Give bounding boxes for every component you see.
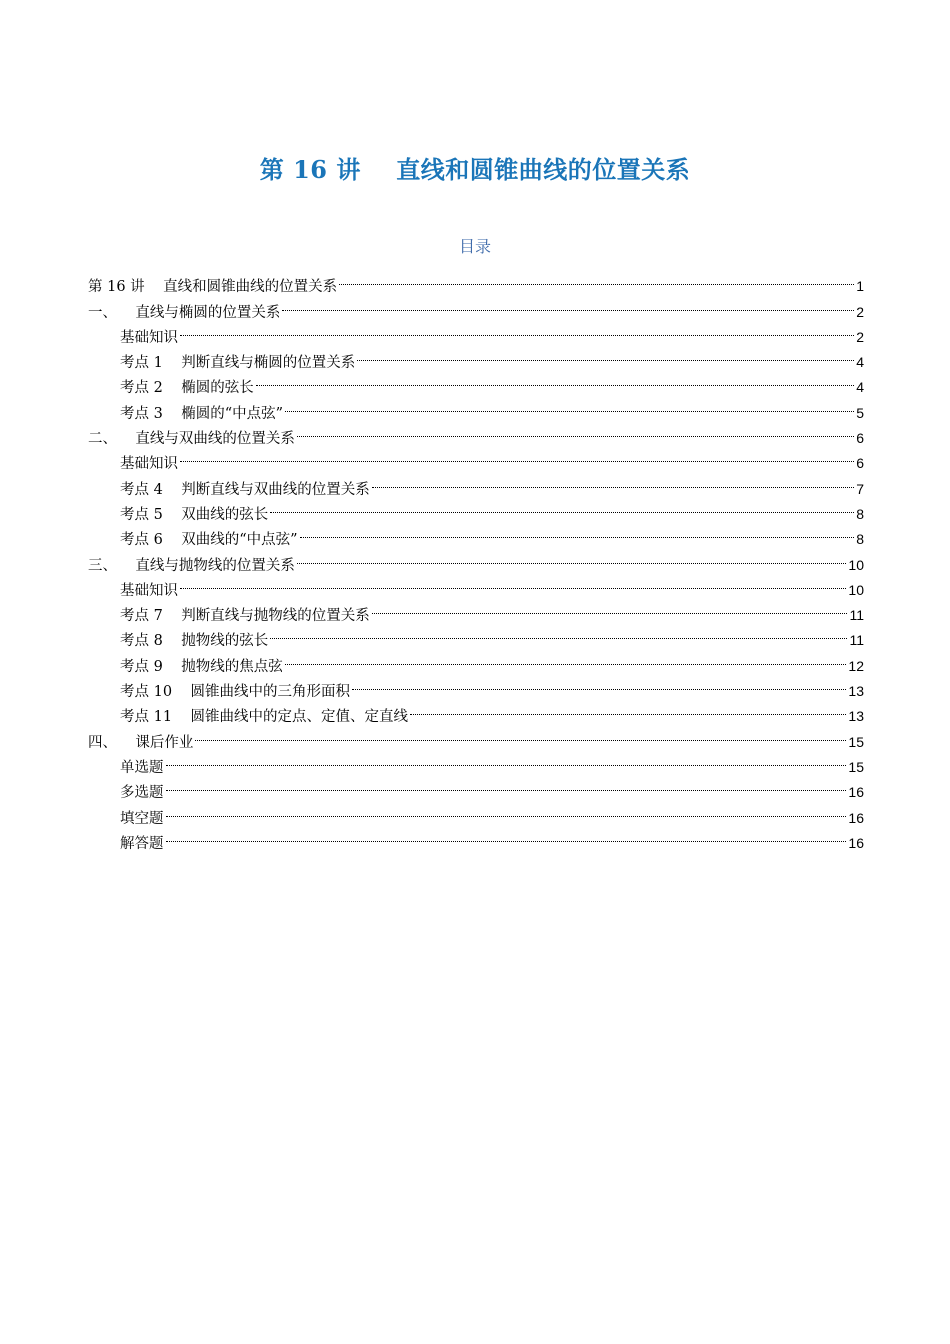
toc-page-number: 10: [848, 581, 864, 598]
toc-dot-leader: [352, 671, 846, 696]
toc-page-number: 15: [848, 758, 864, 775]
toc-dot-leader: [180, 570, 846, 595]
toc-dot-leader: [372, 468, 854, 493]
toc-entry-text: 考点 6 双曲线的“中点弦”: [120, 532, 298, 549]
toc-dot-leader: [372, 595, 848, 620]
toc-dot-leader: [297, 418, 854, 443]
toc-dot-leader: [166, 772, 847, 797]
toc-page-number: 4: [856, 354, 864, 371]
toc-entry-text: 考点 11 圆锥曲线中的定点、定值、定直线: [120, 709, 408, 726]
toc-dot-leader: [410, 696, 846, 721]
toc-dot-leader: [166, 747, 847, 772]
toc-page-number: 12: [848, 657, 864, 674]
toc-entry-text: 解答题: [120, 835, 164, 852]
toc-entry-text: 考点 9 抛物线的焦点弦: [120, 658, 283, 675]
toc-entry-topic-4[interactable]: [88, 468, 864, 498]
toc-dot-leader: [166, 797, 847, 822]
toc-dot-leader: [180, 443, 854, 468]
toc-entry-text: 单选题: [120, 759, 164, 776]
toc-entry-text: 考点 10 圆锥曲线中的三角形面积: [120, 684, 350, 701]
toc-entry-text: 考点 3 椭圆的“中点弦”: [120, 405, 284, 422]
toc-entry-text: 第 16 讲 直线和圆锥曲线的位置关系: [88, 279, 338, 296]
toc-page-number: 2: [856, 328, 864, 345]
toc-page-number: 15: [848, 733, 864, 750]
toc-dot-leader: [300, 519, 855, 544]
toc-page-number: 13: [848, 683, 864, 700]
toc-entry-fill-blank[interactable]: [88, 797, 864, 827]
toc-entry-basics[interactable]: [88, 443, 864, 473]
toc-entry-text: 基础知识: [120, 582, 178, 599]
toc-entry-multiple-choice[interactable]: [88, 772, 864, 802]
toc-entry-text: 基础知识: [120, 329, 178, 346]
toc-dot-leader: [357, 342, 854, 367]
toc-page-number: 1: [856, 278, 864, 295]
toc-page-number: 11: [849, 607, 864, 624]
toc-entry-basics[interactable]: [88, 570, 864, 599]
toc-dot-leader: [256, 367, 854, 392]
toc-page-number: 5: [856, 404, 864, 421]
toc-page-number: 2: [856, 303, 864, 320]
document-title: 第 16 讲 直线和圆锥曲线的位置关系: [259, 155, 691, 184]
toc-entry-topic-1[interactable]: [88, 342, 864, 372]
toc-entry-problem-solving[interactable]: [88, 823, 864, 852]
toc-entry-lecture[interactable]: [88, 266, 864, 296]
toc-page-number: 8: [856, 531, 864, 548]
toc-page-number: 10: [848, 556, 864, 573]
toc-entry-text: 填空题: [120, 810, 164, 827]
toc-page-number: 16: [848, 784, 864, 801]
toc-dot-leader: [339, 266, 854, 291]
toc-entry-text: 考点 5 双曲线的弦长: [120, 506, 269, 523]
toc-dot-leader: [285, 645, 847, 670]
table-of-contents: [88, 266, 864, 852]
toc-entry-text: 考点 1 判断直线与椭圆的位置关系: [120, 355, 356, 372]
toc-page-number: 13: [848, 708, 864, 725]
toc-page-number: 16: [848, 809, 864, 826]
toc-page-number: 4: [856, 379, 864, 396]
toc-page-number: 8: [856, 505, 864, 522]
toc-dot-leader: [270, 494, 854, 519]
toc-entry-text: 考点 7 判断直线与抛物线的位置关系: [120, 608, 370, 625]
toc-dot-leader: [282, 291, 854, 316]
toc-dot-leader: [285, 392, 854, 417]
toc-page-number: 16: [848, 834, 864, 851]
toc-page-number: 7: [856, 480, 864, 497]
toc-entry-text: 四、 课后作业: [88, 734, 194, 751]
toc-heading: 目录: [458, 237, 491, 256]
toc-page-number: 11: [849, 632, 864, 649]
toc-entry-text: 三、 直线与抛物线的位置关系: [88, 557, 295, 574]
toc-dot-leader: [270, 620, 847, 645]
toc-entry-text: 一、 直线与椭圆的位置关系: [88, 304, 281, 321]
toc-entry-text: 考点 4 判断直线与双曲线的位置关系: [120, 481, 370, 498]
toc-entry-text: 基础知识: [120, 456, 178, 473]
toc-dot-leader: [180, 317, 854, 342]
toc-dot-leader: [195, 721, 846, 746]
toc-dot-leader: [297, 544, 846, 569]
toc-entry-basics[interactable]: [88, 317, 864, 346]
toc-entry-single-choice[interactable]: [88, 747, 864, 776]
toc-entry-topic-7[interactable]: [88, 595, 864, 625]
toc-entry-section-4[interactable]: [88, 721, 864, 751]
toc-page-number: 6: [856, 430, 864, 447]
toc-dot-leader: [166, 823, 847, 848]
toc-page-number: 6: [856, 455, 864, 472]
toc-entry-text: 多选题: [120, 785, 164, 802]
toc-entry-text: 考点 8 抛物线的弦长: [120, 633, 269, 650]
toc-entry-text: 考点 2 椭圆的弦长: [120, 380, 254, 397]
toc-entry-text: 二、 直线与双曲线的位置关系: [88, 431, 295, 448]
